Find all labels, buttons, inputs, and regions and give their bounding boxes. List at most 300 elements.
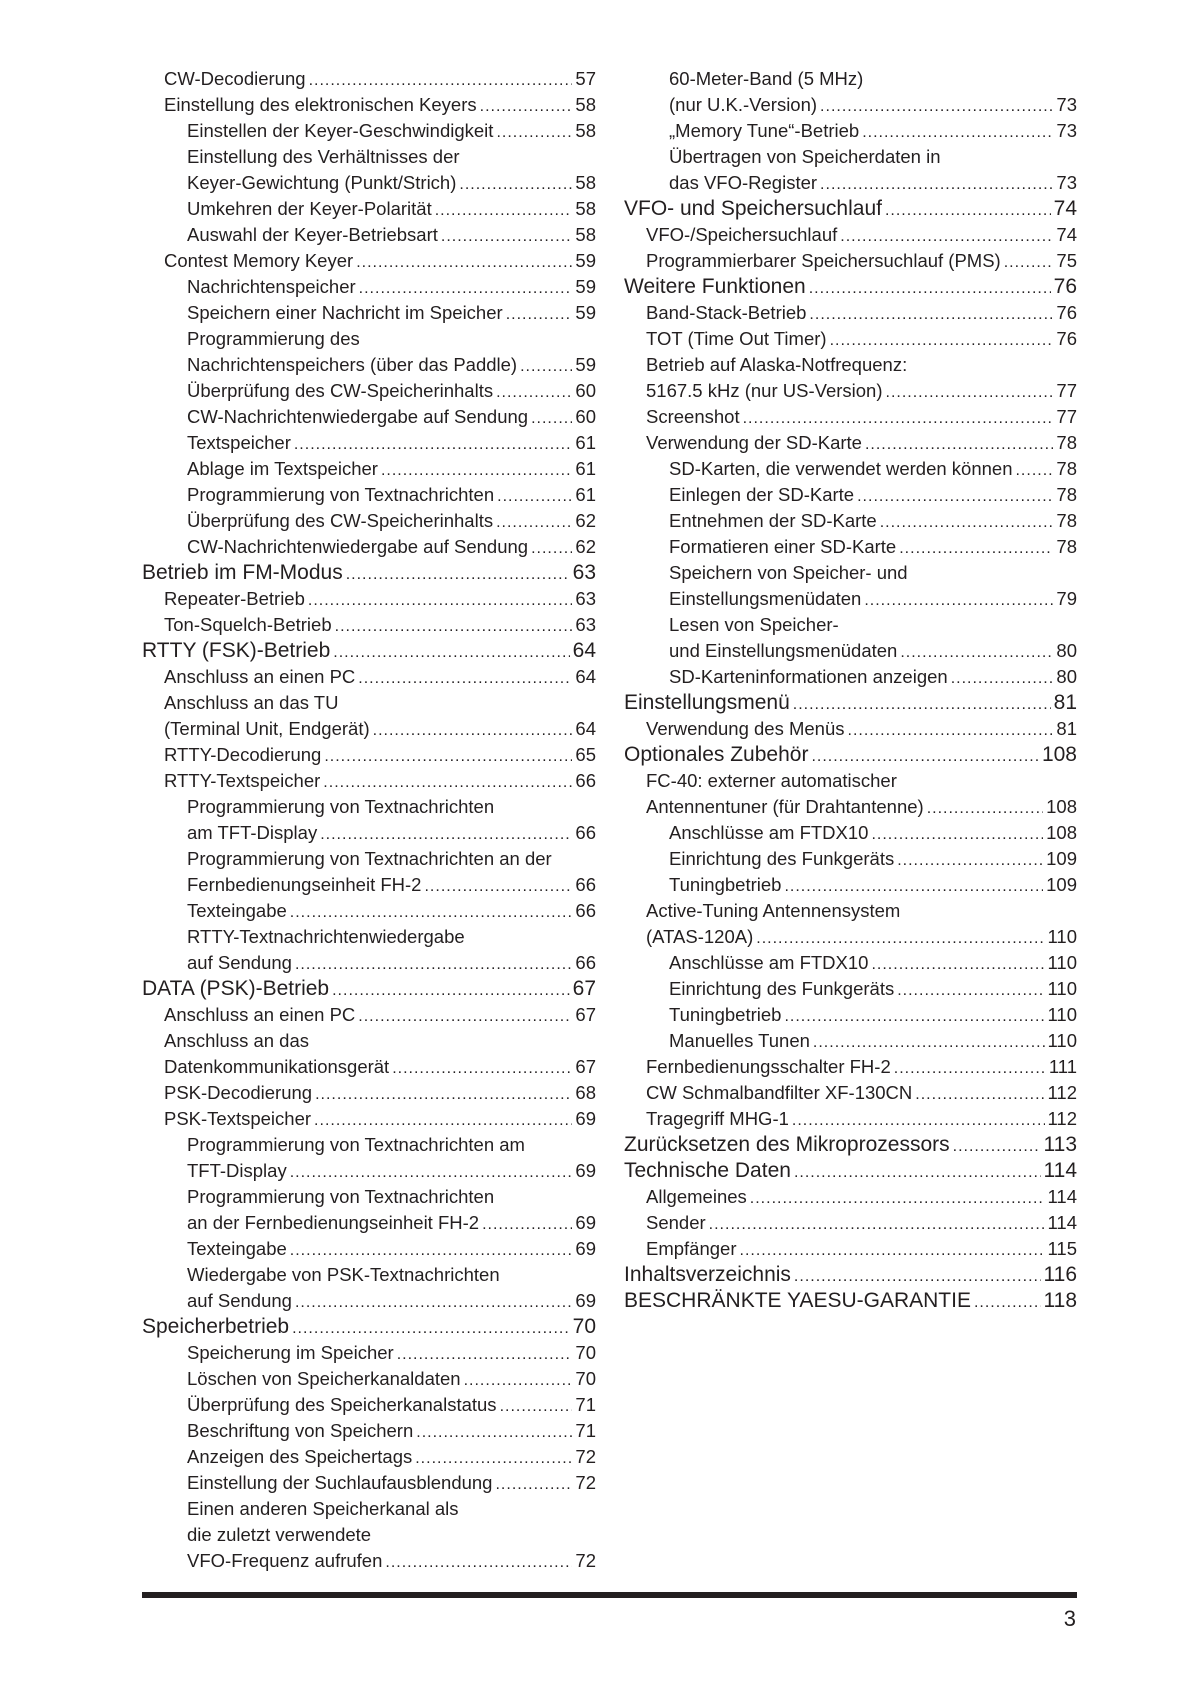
toc-entry-title: (nur U.K.-Version): [669, 94, 818, 115]
toc-entry: [624, 300, 1077, 326]
toc-leader-dots: [464, 1368, 573, 1394]
toc-entry: [142, 1262, 596, 1288]
toc-leader-dots: [397, 1342, 573, 1368]
toc-entry: [624, 326, 1077, 352]
toc-entry-title: Band-Stack-Betrieb: [646, 302, 807, 323]
toc-entry-title: TFT-Display: [187, 1160, 287, 1181]
toc-entry-page: 73: [1056, 172, 1077, 193]
toc-entry: [142, 118, 596, 144]
toc-entry-page: 114: [1043, 1159, 1077, 1182]
toc-entry: [142, 508, 596, 534]
toc-entry-page: 76: [1056, 302, 1077, 323]
toc-entry-title: RTTY (FSK)-Betrieb: [142, 639, 331, 662]
toc-entry-title: Speicherbetrieb: [142, 1315, 290, 1338]
toc-entry: [624, 950, 1077, 976]
toc-entry: [142, 1158, 596, 1184]
toc-entry-page: 63: [575, 614, 596, 635]
toc-entry-title: PSK-Decodierung: [164, 1082, 313, 1103]
toc-entry-title: Programmierung des: [187, 328, 360, 349]
toc-entry-page: 114: [1047, 1212, 1077, 1233]
toc-leader-dots: [1015, 458, 1053, 484]
toc-entry-title: Einstellung des Verhältnisses der: [187, 146, 460, 167]
toc-entry: [142, 742, 596, 768]
toc-entry-page: 110: [1047, 926, 1077, 947]
toc-leader-dots: [709, 1212, 1045, 1238]
toc-entry-title: Einrichtung des Funkgeräts: [669, 978, 895, 999]
toc-entry: [142, 1340, 596, 1366]
toc-entry: [142, 92, 596, 118]
toc-entry-page: 108: [1041, 743, 1077, 766]
toc-leader-dots: [290, 1160, 573, 1186]
toc-entry-title: Übertragen von Speicherdaten in: [669, 146, 941, 167]
toc-entry-title: das VFO-Register: [669, 172, 818, 193]
toc-entry-page: 71: [575, 1394, 596, 1415]
toc-entry-page: 65: [575, 744, 596, 765]
toc-entry: [142, 586, 596, 612]
toc-entry: [142, 1522, 596, 1548]
toc-entry: [142, 1496, 596, 1522]
toc-leader-dots: [520, 354, 572, 380]
toc-entry-title: Einstellungsmenüdaten: [669, 588, 862, 609]
toc-entry-page: 76: [1053, 275, 1077, 298]
toc-leader-dots: [894, 1056, 1046, 1082]
toc-entry-page: 73: [1056, 94, 1077, 115]
toc-entry-page: 61: [575, 484, 596, 505]
toc-entry-title: Ton-Squelch-Betrieb: [164, 614, 332, 635]
toc-entry: [624, 196, 1077, 222]
toc-leader-dots: [335, 614, 573, 640]
toc-entry: [142, 768, 596, 794]
toc-leader-dots: [897, 848, 1043, 874]
toc-entry-title: Programmierung von Textnachrichten am: [187, 1134, 525, 1155]
toc-entry: [624, 1262, 1077, 1288]
toc-entry-page: 78: [1056, 484, 1077, 505]
toc-entry-title: TOT (Time Out Timer): [646, 328, 827, 349]
toc-leader-dots: [820, 172, 1053, 198]
toc-entry-title: Anschluss an das TU: [164, 692, 339, 713]
toc-leader-dots: [743, 406, 1054, 432]
toc-leader-dots: [459, 172, 572, 198]
toc-entry-page: 59: [575, 354, 596, 375]
toc-entry-page: 58: [575, 198, 596, 219]
toc-leader-dots: [506, 302, 573, 328]
page-number: 3: [1063, 1606, 1076, 1631]
toc-entry-page: 80: [1056, 640, 1077, 661]
toc-entry-page: 110: [1047, 978, 1077, 999]
toc-entry-title: (Terminal Unit, Endgerät): [164, 718, 370, 739]
toc-leader-dots: [974, 1290, 1041, 1316]
toc-leader-dots: [346, 562, 570, 588]
toc-entry-page: 118: [1043, 1289, 1077, 1312]
toc-leader-dots: [292, 1316, 570, 1342]
toc-leader-dots: [830, 328, 1054, 354]
toc-leader-dots: [314, 1108, 572, 1134]
toc-entry-title: auf Sendung: [187, 952, 292, 973]
toc-leader-dots: [290, 900, 573, 926]
toc-entry: [142, 352, 596, 378]
toc-entry-title: CW-Nachrichtenwiedergabe auf Sendung: [187, 536, 529, 557]
toc-entry: [624, 1158, 1077, 1184]
toc-leader-dots: [813, 1030, 1045, 1056]
toc-entry: [142, 144, 596, 170]
toc-entry: [142, 378, 596, 404]
toc-entry-title: Auswahl der Keyer-Betriebsart: [187, 224, 438, 245]
toc-entry: [142, 1366, 596, 1392]
toc-leader-dots: [740, 1238, 1045, 1264]
toc-entry: [142, 820, 596, 846]
toc-entry-title: Lesen von Speicher-: [669, 614, 839, 635]
toc-entry-title: Antennentuner (für Drahtantenne): [646, 796, 924, 817]
toc-entry-page: 74: [1056, 224, 1077, 245]
toc-entry-page: 67: [575, 1004, 596, 1025]
toc-entry: [624, 846, 1077, 872]
toc-entry-title: VFO- und Speichersuchlauf: [624, 197, 882, 220]
toc-leader-dots: [295, 1290, 572, 1316]
toc-entry: [142, 1080, 596, 1106]
toc-leader-dots: [373, 718, 573, 744]
toc-entry: [624, 170, 1077, 196]
toc-leader-dots: [953, 1134, 1041, 1160]
toc-entry: [142, 1132, 596, 1158]
toc-entry: [624, 1080, 1077, 1106]
toc-leader-dots: [309, 68, 573, 94]
toc-entry-page: 110: [1047, 952, 1077, 973]
toc-entry: [624, 1002, 1077, 1028]
toc-entry: [142, 196, 596, 222]
toc-leader-dots: [308, 588, 573, 614]
toc-entry-title: Fernbedienungsschalter FH-2: [646, 1056, 891, 1077]
toc-entry: [624, 1210, 1077, 1236]
toc-entry-page: 112: [1047, 1082, 1077, 1103]
toc-entry-title: Speicherung im Speicher: [187, 1342, 394, 1363]
toc-leader-dots: [886, 380, 1054, 406]
toc-entry: [142, 1236, 596, 1262]
toc-leader-dots: [900, 640, 1053, 666]
toc-entry: [624, 378, 1077, 404]
toc-leader-dots: [857, 484, 1053, 510]
toc-entry-page: 110: [1047, 1030, 1077, 1051]
toc-leader-dots: [794, 1160, 1041, 1186]
toc-entry-title: Keyer-Gewichtung (Punkt/Strich): [187, 172, 457, 193]
toc-entry: [624, 664, 1077, 690]
toc-entry-title: Technische Daten: [624, 1159, 791, 1182]
toc-leader-dots: [320, 822, 572, 848]
toc-entry-page: 59: [575, 302, 596, 323]
toc-leader-dots: [358, 666, 572, 692]
toc-entry-page: 78: [1056, 432, 1077, 453]
toc-leader-dots: [495, 1472, 572, 1498]
toc-entry-title: 60-Meter-Band (5 MHz): [669, 68, 864, 89]
toc-entry-title: SD-Karten, die verwendet werden können: [669, 458, 1013, 479]
toc-entry-page: 111: [1048, 1056, 1077, 1077]
toc-entry: [142, 950, 596, 976]
toc-leader-dots: [441, 224, 573, 250]
toc-entry: [142, 612, 596, 638]
toc-entry-page: 63: [575, 588, 596, 609]
toc-entry-title: Weitere Funktionen: [624, 275, 806, 298]
toc-entry: [142, 300, 596, 326]
toc-entry: [142, 690, 596, 716]
toc-entry-page: 79: [1056, 588, 1077, 609]
toc-entry: [624, 820, 1077, 846]
toc-column-left: [142, 66, 596, 1574]
toc-entry-title: Einstellung der Suchlaufausblendung: [187, 1472, 493, 1493]
toc-leader-dots: [359, 276, 573, 302]
toc-entry-title: Anschluss an einen PC: [164, 1004, 356, 1025]
toc-entry-title: Texteingabe: [187, 1238, 287, 1259]
toc-entry: [624, 404, 1077, 430]
toc-entry-title: Tuningbetrieb: [669, 1004, 782, 1025]
toc-leader-dots: [756, 926, 1044, 952]
toc-entry-title: Texteingabe: [187, 900, 287, 921]
toc-entry-page: 81: [1053, 691, 1077, 714]
toc-leader-dots: [750, 1186, 1045, 1212]
toc-entry-title: Verwendung der SD-Karte: [646, 432, 862, 453]
toc-leader-dots: [862, 120, 1053, 146]
toc-entry-page: 58: [575, 94, 596, 115]
toc-leader-dots: [1004, 250, 1054, 276]
toc-entry-title: Programmierung von Textnachrichten: [187, 1186, 495, 1207]
toc-entry: [624, 872, 1077, 898]
toc-entry-page: 62: [575, 510, 596, 531]
toc-entry-title: Beschriftung von Speichern: [187, 1420, 414, 1441]
toc-entry: [624, 1288, 1077, 1314]
toc-entry: [142, 1470, 596, 1496]
toc-leader-dots: [951, 666, 1054, 692]
toc-entry-title: Active-Tuning Antennensystem: [646, 900, 901, 921]
toc-entry: [624, 508, 1077, 534]
toc-entry-title: Nachrichtenspeichers (über das Paddle): [187, 354, 518, 375]
toc-entry-title: Anschluss an das: [164, 1030, 310, 1051]
toc-leader-dots: [416, 1420, 572, 1446]
toc-entry-page: 109: [1046, 848, 1077, 869]
toc-entry-title: RTTY-Decodierung: [164, 744, 322, 765]
toc-entry-title: Einrichtung des Funkgeräts: [669, 848, 895, 869]
toc-entry-title: Entnehmen der SD-Karte: [669, 510, 877, 531]
toc-entry-title: SD-Karteninformationen anzeigen: [669, 666, 948, 687]
toc-entry: [142, 456, 596, 482]
toc-leader-dots: [381, 458, 572, 484]
toc-entry-page: 77: [1056, 406, 1077, 427]
toc-entry-page: 78: [1056, 510, 1077, 531]
toc-entry-page: 71: [575, 1420, 596, 1441]
toc-entry-title: Anschlüsse am FTDX10: [669, 822, 869, 843]
toc-leader-dots: [848, 718, 1054, 744]
toc-entry-title: Datenkommunikationsgerät: [164, 1056, 390, 1077]
toc-entry-page: 69: [575, 1212, 596, 1233]
toc-entry-title: Speichern einer Nachricht im Speicher: [187, 302, 503, 323]
toc-leader-dots: [332, 978, 570, 1004]
toc-entry: [142, 1314, 596, 1340]
toc-entry-page: 68: [575, 1082, 596, 1103]
toc-entry-title: Überprüfung des CW-Speicherinhalts: [187, 510, 494, 531]
toc-entry: [624, 352, 1077, 378]
toc-entry-page: 67: [575, 1056, 596, 1077]
toc-entry-page: 66: [575, 770, 596, 791]
toc-entry: [142, 872, 596, 898]
toc-entry-title: Manuelles Tunen: [669, 1030, 810, 1051]
toc-entry: [142, 1288, 596, 1314]
toc-entry-page: 73: [1056, 120, 1077, 141]
toc-entry-page: 75: [1056, 250, 1077, 271]
toc-entry-title: Einstellen der Keyer-Geschwindigkeit: [187, 120, 494, 141]
toc-entry-page: 60: [575, 380, 596, 401]
toc-leader-dots: [496, 380, 572, 406]
toc-entry-page: 66: [575, 900, 596, 921]
toc-leader-dots: [496, 120, 572, 146]
toc-entry: [142, 430, 596, 456]
toc-leader-dots: [333, 640, 569, 666]
toc-entry: [142, 924, 596, 950]
toc-entry-title: Einlegen der SD-Karte: [669, 484, 855, 505]
toc-entry-page: 112: [1047, 1108, 1077, 1129]
toc-entry-title: BESCHRÄNKTE YAESU-GARANTIE: [624, 1289, 971, 1312]
toc-leader-dots: [899, 536, 1053, 562]
toc-entry-page: 80: [1056, 666, 1077, 687]
toc-entry-title: Tuningbetrieb: [669, 874, 782, 895]
toc-entry-page: 58: [575, 120, 596, 141]
toc-entry-title: Empfänger: [646, 1238, 737, 1259]
toc-entry-page: 62: [575, 536, 596, 557]
toc-leader-dots: [294, 432, 573, 458]
toc-entry-title: Wiedergabe von PSK-Textnachrichten: [187, 1264, 500, 1285]
toc-entry: [142, 222, 596, 248]
toc-entry: [624, 1106, 1077, 1132]
toc-leader-dots: [809, 276, 1051, 302]
toc-leader-dots: [385, 1550, 572, 1576]
toc-entry-page: 69: [575, 1160, 596, 1181]
toc-entry-title: Programmierung von Textnachrichten: [187, 484, 495, 505]
toc-entry-page: 70: [575, 1368, 596, 1389]
toc-entry-page: 57: [575, 68, 596, 89]
toc-entry: [624, 1028, 1077, 1054]
toc-entry-page: 61: [575, 458, 596, 479]
toc-leader-dots: [794, 1264, 1041, 1290]
toc-entry-title: „Memory Tune“-Betrieb: [669, 120, 860, 141]
toc-entry-title: Überprüfung des Speicherkanalstatus: [187, 1394, 497, 1415]
toc-entry-title: auf Sendung: [187, 1290, 292, 1311]
toc-leader-dots: [809, 302, 1053, 328]
toc-entry-title: Speichern von Speicher- und: [669, 562, 908, 583]
toc-entry-title: Verwendung des Menüs: [646, 718, 845, 739]
toc-entry: [624, 456, 1077, 482]
toc-entry-page: 76: [1056, 328, 1077, 349]
toc-entry: [142, 534, 596, 560]
toc-entry-title: DATA (PSK)-Betrieb: [142, 977, 330, 1000]
toc-entry-title: am TFT-Display: [187, 822, 318, 843]
toc-entry: [142, 976, 596, 1002]
toc-entry-page: 61: [575, 432, 596, 453]
toc-entry-page: 74: [1053, 197, 1077, 220]
toc-entry: [142, 898, 596, 924]
toc-entry-page: 63: [572, 561, 596, 584]
toc-entry-title: Ablage im Textspeicher: [187, 458, 378, 479]
toc-entry: [624, 742, 1077, 768]
toc-entry: [624, 222, 1077, 248]
toc-entry: [624, 482, 1077, 508]
toc-entry: [624, 924, 1077, 950]
toc-entry: [142, 404, 596, 430]
toc-entry: [142, 1210, 596, 1236]
toc-entry-title: Einstellungsmenü: [624, 691, 790, 714]
toc-entry: [142, 1028, 596, 1054]
toc-entry: [624, 898, 1077, 924]
toc-entry: [142, 1184, 596, 1210]
toc-entry: [142, 716, 596, 742]
toc-leader-dots: [864, 588, 1053, 614]
toc-leader-dots: [880, 510, 1054, 536]
toc-entry-title: Betrieb im FM-Modus: [142, 561, 343, 584]
toc-entry: [624, 1236, 1077, 1262]
toc-leader-dots: [435, 198, 573, 224]
toc-leader-dots: [324, 744, 572, 770]
toc-entry-title: und Einstellungsmenüdaten: [669, 640, 898, 661]
toc-entry: [142, 326, 596, 352]
toc-entry-title: Einstellung des elektronischen Keyers: [164, 94, 477, 115]
toc-leader-dots: [323, 770, 572, 796]
toc-leader-dots: [531, 536, 572, 562]
toc-entry: [624, 534, 1077, 560]
toc-entry: [142, 1054, 596, 1080]
toc-entry-page: 59: [575, 276, 596, 297]
toc-entry-title: Allgemeines: [646, 1186, 747, 1207]
toc-leader-dots: [531, 406, 572, 432]
toc-entry-page: 66: [575, 874, 596, 895]
toc-entry-title: VFO-/Speichersuchlauf: [646, 224, 838, 245]
toc-entry: [624, 430, 1077, 456]
toc-entry-page: 58: [575, 224, 596, 245]
toc-entry-title: PSK-Textspeicher: [164, 1108, 312, 1129]
toc-entry-title: Repeater-Betrieb: [164, 588, 305, 609]
toc-entry: [624, 66, 1077, 92]
toc-entry-page: 66: [575, 822, 596, 843]
toc-leader-dots: [295, 952, 572, 978]
toc-entry-title: RTTY-Textnachrichtenwiedergabe: [187, 926, 465, 947]
toc-entry-title: Contest Memory Keyer: [164, 250, 354, 271]
toc-leader-dots: [820, 94, 1053, 120]
toc-leader-dots: [840, 224, 1053, 250]
toc-entry-title: Umkehren der Keyer-Polarität: [187, 198, 432, 219]
toc-entry-page: 64: [575, 718, 596, 739]
toc-leader-dots: [392, 1056, 572, 1082]
toc-entry-page: 81: [1056, 718, 1077, 739]
toc-entry: [624, 638, 1077, 664]
toc-entry: [142, 1002, 596, 1028]
toc-leader-dots: [871, 822, 1043, 848]
toc-leader-dots: [424, 874, 572, 900]
toc-entry-title: CW Schmalbandfilter XF-130CN: [646, 1082, 913, 1103]
toc-entry-page: 67: [572, 977, 596, 1000]
toc-entry: [624, 92, 1077, 118]
toc-entry: [624, 144, 1077, 170]
toc-entry: [624, 1054, 1077, 1080]
toc-entry-page: 70: [575, 1342, 596, 1363]
toc-entry: [142, 274, 596, 300]
toc-leader-dots: [927, 796, 1043, 822]
toc-entry-page: 72: [575, 1550, 596, 1571]
toc-entry-page: 108: [1046, 822, 1077, 843]
toc-entry: [142, 846, 596, 872]
toc-entry-title: Anschluss an einen PC: [164, 666, 356, 687]
toc-entry: [142, 482, 596, 508]
toc-entry: [624, 716, 1077, 742]
toc-entry-title: Inhaltsverzeichnis: [624, 1263, 791, 1286]
toc-entry: [142, 794, 596, 820]
toc-leader-dots: [792, 1108, 1045, 1134]
toc-entry-page: 64: [572, 639, 596, 662]
toc-leader-dots: [871, 952, 1044, 978]
toc-entry-title: Sender: [646, 1212, 706, 1233]
